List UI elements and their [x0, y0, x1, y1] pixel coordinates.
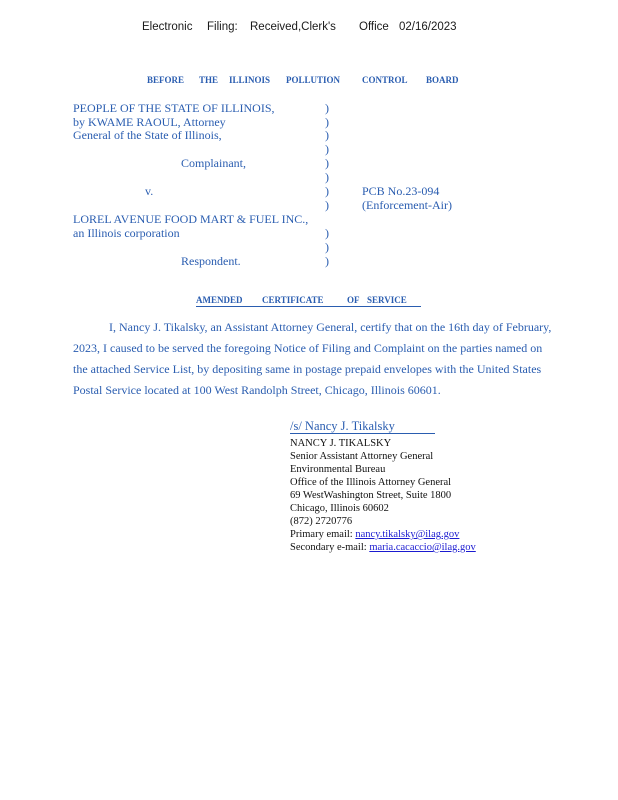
caption-paren: ): [325, 226, 329, 240]
board-heading-word: POLLUTION: [286, 75, 341, 85]
filing-header-word: Received,Clerk's: [250, 21, 336, 33]
board-heading-word: BOARD: [426, 75, 459, 85]
secondary-email-row: [290, 541, 476, 554]
body-line: I, Nancy J. Tikalsky, an Assistant Attorney General, certify that on the 16th day of February,: [109, 320, 552, 334]
caption-paren: ): [325, 101, 329, 115]
respondent-line: LOREL AVENUE FOOD MART & FUEL INC.,: [73, 212, 309, 226]
case-number: PCB No.23-094: [362, 184, 440, 198]
plaintiff-line: PEOPLE OF THE STATE OF ILLINOIS,: [73, 101, 275, 115]
signer-street: 69 WestWashington Street, Suite 1800: [290, 490, 452, 501]
caption-paren: ): [325, 198, 329, 212]
primary-email-label: Primary email:: [290, 529, 353, 540]
caption-paren: ): [325, 156, 329, 170]
electronic-signature: /s/ Nancy J. Tikalsky: [290, 419, 395, 433]
respondent-line: an Illinois corporation: [73, 226, 180, 240]
versus-label: v.: [145, 184, 154, 198]
secondary-email-label: Secondary e-mail:: [290, 542, 367, 553]
caption-paren: ): [325, 254, 329, 268]
filing-header-word: Electronic: [142, 21, 193, 33]
filing-header-word: Office: [359, 21, 389, 33]
respondent-label: Respondent.: [181, 254, 241, 268]
secondary-email-link[interactable]: maria.cacaccio@ilag.gov: [369, 542, 476, 553]
board-heading-word: BEFORE: [147, 75, 185, 85]
filing-header-word: Filing:: [207, 21, 238, 33]
signature-underline: [290, 433, 435, 434]
signer-city: Chicago, Illinois 60602: [290, 503, 389, 514]
certificate-title-word: AMENDED: [196, 295, 243, 305]
plaintiff-line: by KWAME RAOUL, Attorney: [73, 115, 226, 129]
caption-paren: ): [325, 184, 329, 198]
body-line: Postal Service located at 100 West Randolph Street, Chicago, Illinois 60601.: [73, 383, 441, 397]
signer-phone: (872) 2720776: [290, 516, 353, 527]
certificate-title-word: OF: [347, 295, 360, 305]
plaintiff-line: General of the State of Illinois,: [73, 128, 222, 142]
filing-header-date: 02/16/2023: [399, 21, 457, 33]
signer-title: Senior Assistant Attorney General: [290, 451, 434, 462]
complainant-label: Complainant,: [181, 156, 246, 170]
body-line: 2023, I caused to be served the foregoing Notice of Filing and Complaint on the parties named on: [73, 341, 543, 355]
certificate-title-underline: [196, 306, 421, 307]
board-heading-word: CONTROL: [362, 75, 408, 85]
signer-name: NANCY J. TIKALSKY: [290, 438, 392, 449]
certificate-title-word: CERTIFICATE: [262, 295, 324, 305]
caption-paren: ): [325, 142, 329, 156]
board-heading-word: ILLINOIS: [229, 75, 271, 85]
caption-paren: ): [325, 128, 329, 142]
body-line: the attached Service List, by depositing same in postage prepaid envelopes with the United States: [73, 362, 542, 376]
certificate-title-word: SERVICE: [367, 295, 407, 305]
signer-bureau: Environmental Bureau: [290, 464, 386, 475]
primary-email-row: [290, 528, 459, 541]
caption-paren: ): [325, 170, 329, 184]
case-type: (Enforcement-Air): [362, 198, 452, 212]
caption-paren: ): [325, 115, 329, 129]
signer-office: Office of the Illinois Attorney General: [290, 477, 452, 488]
board-heading-word: THE: [199, 75, 219, 85]
primary-email-link[interactable]: nancy.tikalsky@ilag.gov: [355, 529, 460, 540]
caption-paren: ): [325, 240, 329, 254]
